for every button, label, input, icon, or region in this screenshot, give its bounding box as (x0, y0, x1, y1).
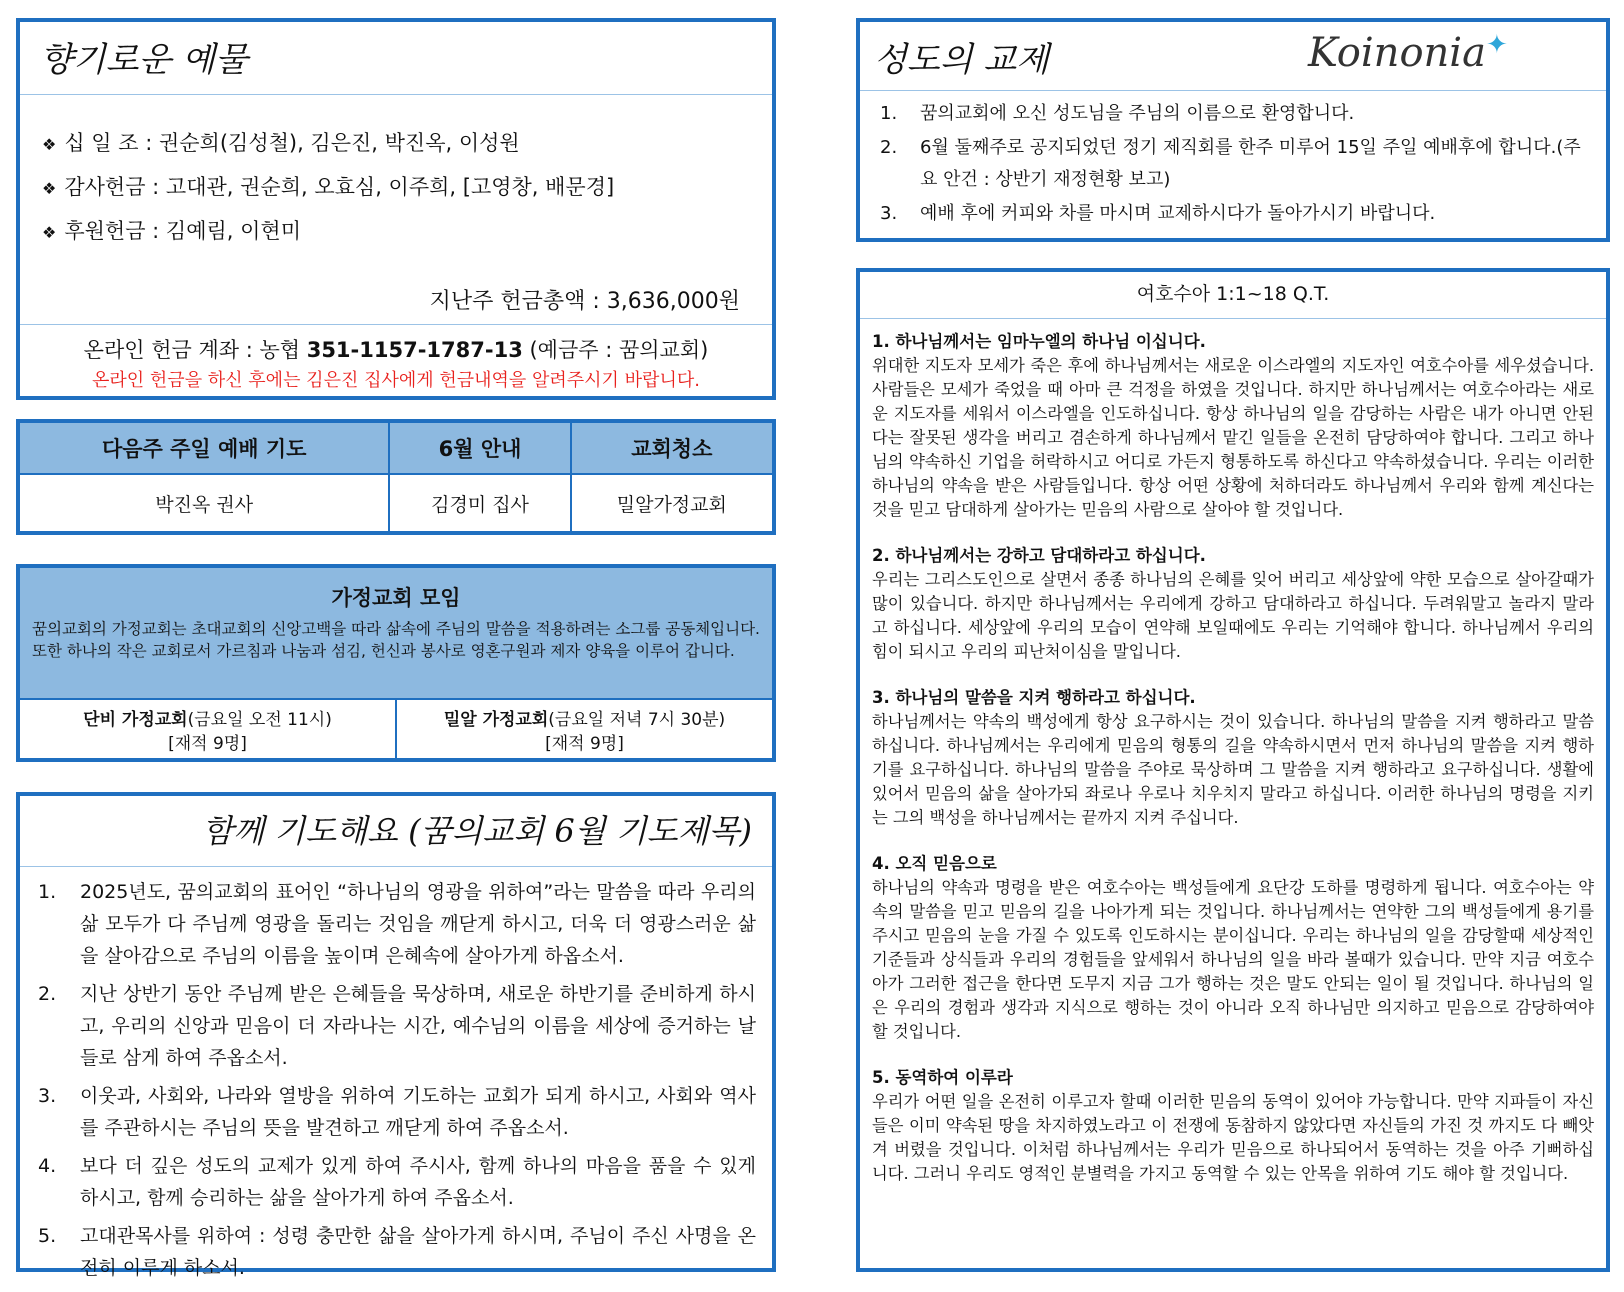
duty-table-box (16, 419, 776, 535)
qt-section (872, 544, 1594, 664)
divider (20, 324, 772, 325)
offering-notice: 온라인 헌금을 하신 후에는 김은진 집사에게 헌금내역을 알려주시기 바랍니다. (92, 370, 700, 391)
list-item: 4. 보다 더 깊은 성도의 교제가 있게 하여 주시사, 함께 하나의 마음을 품을 수 있게 하시고, 함께 승리하는 삶을 살아가게 하여 주옵소서. (38, 1155, 756, 1209)
diamond-bullet-icon: ❖ (42, 179, 57, 198)
qt-box (856, 268, 1610, 1272)
table-header: 6월 안내 (389, 423, 570, 474)
house-church-header (20, 568, 772, 700)
prayer-list (38, 876, 756, 1290)
diamond-bullet-icon: ❖ (42, 223, 57, 242)
divider (20, 866, 772, 867)
fellowship-list (880, 98, 1592, 232)
offering-box (16, 18, 776, 400)
qt-text: 하나님의 약속과 명령을 받은 여호수아는 백성들에게 요단강 도하를 명령하게 됩니다. 여호수아는 약속의 말씀을 믿고 믿음의 길을 나아가게 되는 것입니다. 하나님께서는 연약한 그의 백성들에게 용기를 주시고 믿음의 눈을 가질 수 있도록 인도하시는 분이십니다. 우리는 하나님의 일을 감당할때 세상적인 기준들과 상식들과 우리의 경험들을 앞세워서 하나님의 일을 바라 볼때가 있습니다. 만약 지금 여호수아가 그러한 접근을 한다면 도무지 지금 그가 행하는 것은 말도 안되는 일이 될 것입니다. 하나님의 일은 우리의 경험과 생각과 지식으로 행하는 것이 아니라 오직 하나님만 의지하고 믿음으로 감당하여야 할 것입니다. (872, 878, 1594, 1041)
list-item: 1. 꿈의교회에 오신 성도님을 주님의 이름으로 환영합니다. (880, 103, 1355, 124)
group-milal: 밀알 가정교회(금요일 저녁 7시 30분) [재적 9명] (443, 710, 726, 754)
qt-heading: 3. 하나님의 말씀을 지켜 행하라고 하십니다. (872, 688, 1196, 707)
qt-heading: 5. 동역하여 이루라 (872, 1068, 1013, 1087)
fellowship-title: 성도의 교제 (874, 40, 1050, 80)
list-item: 2. 6월 둘째주로 공지되었던 정기 제직회를 한주 미루어 15일 주일 예배후에 합니다.(주요 안건 : 상반기 재정현황 보고) (880, 137, 1581, 190)
house-church-title: 가정교회 모임 (331, 586, 461, 610)
prayer-title: 함께 기도해요 (꿈의교회 6월 기도제목) (202, 812, 752, 850)
qt-heading: 4. 오직 믿음으로 (872, 854, 997, 873)
list-item: ❖ 십 일 조 : 권순희(김성철), 김은진, 박진옥, 이성원 (42, 131, 520, 155)
table-header: 다음주 주일 예배 기도 (20, 423, 389, 474)
table-cell: 밀알가정교회 (616, 493, 727, 516)
fellowship-box (856, 18, 1610, 242)
list-item: 3. 이웃과, 사회와, 나라와 열방을 위하여 기도하는 교회가 되게 하시고, 사회와 역사를 주관하시는 주님의 뜻을 발견하고 깨닫게 하여 주옵소서. (38, 1085, 756, 1139)
list-item: 3. 예배 후에 커피와 차를 마시며 교제하시다가 돌아가시기 바랍니다. (880, 203, 1436, 224)
qt-section (872, 1066, 1594, 1186)
offering-list (42, 122, 614, 254)
qt-section (872, 852, 1594, 1044)
qt-title: 여호수아 1:1~18 Q.T. (1136, 283, 1330, 305)
qt-section (872, 686, 1594, 830)
list-item: 2. 지난 상반기 동안 주님께 받은 은혜들을 묵상하며, 새로운 하반기를 준비하게 하시고, 우리의 신앙과 믿음이 더 자라나는 시간, 예수님의 이름을 세상에 증거하는 날들로 삼게 하여 주옵소서. (38, 983, 756, 1069)
list-item: ❖ 감사헌금 : 고대관, 권순희, 오효심, 이주희, [고영창, 배문경] (42, 175, 615, 199)
divider (20, 94, 772, 95)
qt-text: 하나님께서는 약속의 백성에게 항상 요구하시는 것이 있습니다. 하나님의 말씀을 지켜 행하라고 말씀하십니다. 하나님께서는 우리에게 믿음의 형통의 길을 약속하시면서 먼저 하나님의 말씀을 지켜 행하기를 요구하십니다. 하나님의 말씀을 주야로 묵상하며 그 말씀을 지켜 행하라고 요구하십니다. 생활에 있어서 믿음의 삶을 살아가되 좌로나 우로나 치우치지 말라고 하십니다. 이러한 하나님의 명령을 지키는 그의 백성을 하나님께서는 끝까지 지켜 주십니다. (872, 712, 1594, 827)
house-church-box (16, 564, 776, 762)
koinonia-logo: Koinonia✦ (1308, 30, 1508, 76)
qt-section (872, 330, 1594, 522)
qt-text: 우리는 그리스도인으로 살면서 종종 하나님의 은혜를 잊어 버리고 세상앞에 약한 모습으로 살아갈때가 많이 있습니다. 하지만 하나님께서는 우리에게 강하고 담대하라고 하십니다. 두려워말고 놀라지 말라고 하십니다. 세상앞에 우리의 모습이 연약해 보일때에도 우리는 기억해야 합니다. 하나님께서 우리의 힘이 되시고 우리의 피난처이심을 말입니다. (872, 570, 1594, 661)
prayer-box (16, 792, 776, 1279)
diamond-bullet-icon: ❖ (42, 135, 57, 154)
list-item: ❖ 후원헌금 : 김예림, 이현미 (42, 219, 301, 243)
sparkle-icon: ✦ (1485, 30, 1508, 60)
qt-heading: 1. 하나님께서는 임마누엘의 하나님 이십니다. (872, 332, 1206, 351)
account-number: 351-1157-1787-13 (306, 338, 523, 362)
table-cell: 박진옥 권사 (20, 474, 389, 531)
offering-title: 향기로운 예물 (40, 40, 248, 80)
divider (860, 90, 1606, 91)
group-danbi: 단비 가정교회(금요일 오전 11시) [재적 9명] (20, 700, 397, 758)
house-church-description: 꿈의교회의 가정교회는 초대교회의 신앙고백을 따라 삶속에 주님의 말씀을 적용하려는 소그룹 공동체입니다. 또한 하나의 작은 교회로서 가르침과 나눔과 섬김, 헌신과 봉사로 영혼구원과 제자 양육을 이루어 갑니다. (32, 620, 760, 660)
list-item: 5. 고대관목사를 위하여 : 성령 충만한 삶을 살아가게 하시며, 주님이 주신 사명을 온전히 이루게 하소서. (38, 1225, 756, 1279)
qt-text: 우리가 어떤 일을 온전히 이루고자 할때 이러한 믿음의 동역이 있어야 가능합니다. 만약 지파들이 자신들은 이미 약속된 땅을 차지하였노라고 이 전쟁에 동참하지 않았다면 자신들의 가진 것 까지도 다 빼앗겨 버렸을 것입니다. 이처럼 하나님께서는 우리가 믿음으로 하나되어서 동역하는 것을 아주 기뻐하십니다. 그러니 우리도 영적인 분별력을 가지고 동역할 수 있는 안목을 위하여 기도 해야 할 것입니다. (872, 1092, 1594, 1183)
qt-text: 위대한 지도자 모세가 죽은 후에 하나님께서는 새로운 이스라엘의 지도자인 여호수아를 세우셨습니다. 사람들은 모세가 죽었을 때 아마 큰 걱정을 하였을 것입니다. 하지만 하나님께서는 여호수아라는 새로운 지도자를 세워서 이스라엘을 인도하십니다. 항상 하나님의 일을 감당하는 사람은 내가 아니면 안된다는 잘못된 생각을 버리고 겸손하게 하나님께서 맡긴 일들을 온전히 담당하여야 합니다. 그리고 하나님의 약속하신 기업을 허락하시고 어디로 가든지 형통하도록 하신다고 약속하셨습니다. 우리는 이러한 하나님의 약속을 받은 사람들입니다. 항상 어떤 상황에 처하더라도 하나님께서 우리와 함께 계신다는 것을 믿고 담대하게 살아가는 믿음의 사람으로 살아야 할 것입니다. (872, 356, 1594, 519)
offering-total: 지난주 헌금총액 : 3,636,000원 (429, 289, 740, 314)
house-church-groups (20, 700, 772, 758)
qt-body (872, 330, 1594, 1208)
table-cell: 김경미 집사 (389, 474, 570, 531)
qt-heading: 2. 하나님께서는 강하고 담대하라고 하십니다. (872, 546, 1206, 565)
online-account: 온라인 헌금 계좌 : 농협 351-1157-1787-13 (예금주 : 꿈의교회) (83, 338, 709, 362)
table-header: 교회청소 (571, 423, 772, 474)
divider (860, 318, 1606, 319)
duty-table (20, 423, 772, 531)
list-item: 1. 2025년도, 꿈의교회의 표어인 “하나님의 영광을 위하여”라는 말씀을 따라 우리의 삶 모두가 다 주님께 영광을 돌리는 것임을 깨닫게 하시고, 더욱 더 영광스러운 삶을 살아감으로 주님의 이름을 높이며 은혜속에 살아가게 하옵소서. (38, 881, 757, 967)
